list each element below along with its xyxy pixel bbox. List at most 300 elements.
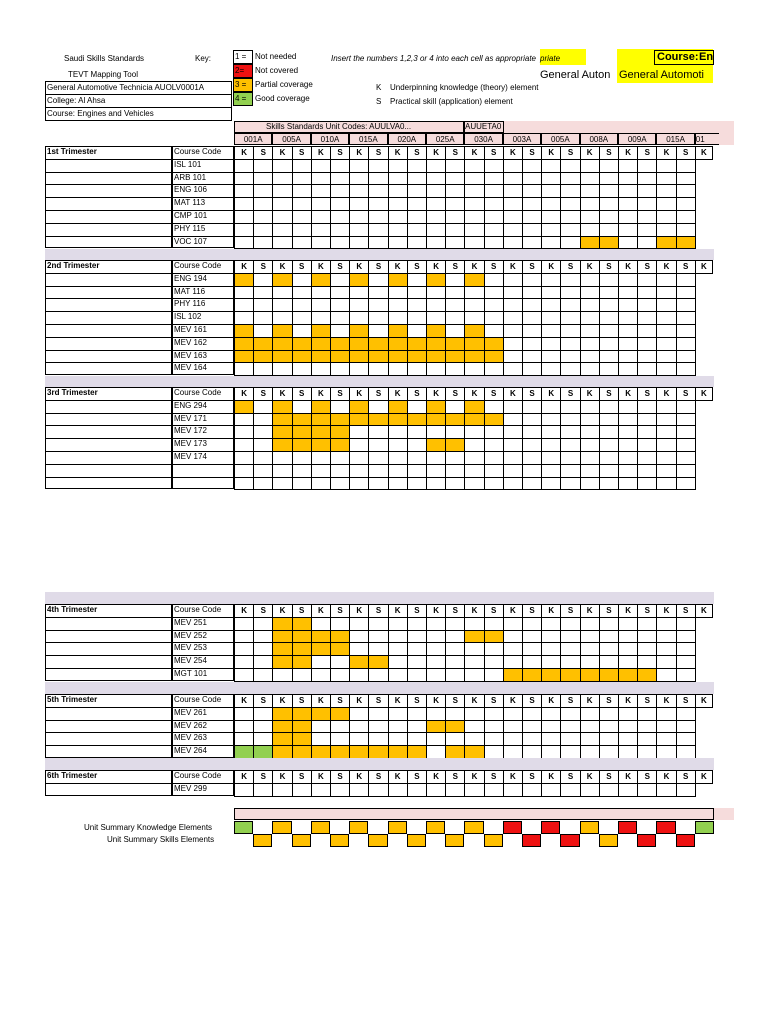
coverage-cell[interactable] — [368, 413, 388, 427]
coverage-cell[interactable] — [272, 350, 292, 364]
coverage-cell[interactable] — [253, 324, 273, 338]
coverage-cell[interactable] — [484, 337, 504, 351]
coverage-cell[interactable] — [426, 732, 446, 746]
coverage-cell[interactable] — [349, 400, 369, 414]
coverage-cell[interactable] — [560, 362, 580, 376]
coverage-cell[interactable] — [464, 273, 484, 287]
coverage-cell[interactable] — [560, 655, 580, 669]
coverage-cell[interactable] — [272, 286, 292, 300]
coverage-cell[interactable] — [253, 732, 273, 746]
coverage-cell[interactable] — [368, 159, 388, 173]
coverage-cell[interactable] — [253, 210, 273, 224]
coverage-cell[interactable] — [426, 400, 446, 414]
coverage-cell[interactable] — [637, 159, 657, 173]
coverage-cell[interactable] — [599, 311, 619, 325]
coverage-cell[interactable] — [388, 273, 408, 287]
coverage-cell[interactable] — [484, 720, 504, 734]
coverage-cell[interactable] — [330, 223, 350, 237]
coverage-cell[interactable] — [676, 311, 696, 325]
coverage-cell[interactable] — [368, 464, 388, 478]
coverage-cell[interactable] — [484, 732, 504, 746]
coverage-cell[interactable] — [560, 298, 580, 312]
coverage-cell[interactable] — [253, 413, 273, 427]
coverage-cell[interactable] — [407, 311, 427, 325]
coverage-cell[interactable] — [349, 350, 369, 364]
coverage-cell[interactable] — [388, 720, 408, 734]
coverage-cell[interactable] — [656, 630, 676, 644]
coverage-cell[interactable] — [522, 438, 542, 452]
coverage-cell[interactable] — [464, 159, 484, 173]
coverage-cell[interactable] — [656, 298, 676, 312]
coverage-cell[interactable] — [637, 425, 657, 439]
coverage-cell[interactable] — [503, 159, 523, 173]
coverage-cell[interactable] — [676, 745, 696, 759]
coverage-cell[interactable] — [234, 236, 254, 250]
coverage-cell[interactable] — [368, 362, 388, 376]
coverage-cell[interactable] — [253, 655, 273, 669]
coverage-cell[interactable] — [445, 337, 465, 351]
coverage-cell[interactable] — [272, 655, 292, 669]
coverage-cell[interactable] — [560, 732, 580, 746]
coverage-cell[interactable] — [311, 337, 331, 351]
coverage-cell[interactable] — [388, 617, 408, 631]
coverage-cell[interactable] — [541, 236, 561, 250]
coverage-cell[interactable] — [311, 311, 331, 325]
coverage-cell[interactable] — [618, 413, 638, 427]
coverage-cell[interactable] — [676, 400, 696, 414]
coverage-cell[interactable] — [292, 362, 312, 376]
coverage-cell[interactable] — [503, 425, 523, 439]
coverage-cell[interactable] — [292, 311, 312, 325]
coverage-cell[interactable] — [676, 783, 696, 797]
coverage-cell[interactable] — [292, 298, 312, 312]
coverage-cell[interactable] — [272, 362, 292, 376]
coverage-cell[interactable] — [349, 223, 369, 237]
coverage-cell[interactable] — [599, 184, 619, 198]
coverage-cell[interactable] — [311, 400, 331, 414]
coverage-cell[interactable] — [272, 707, 292, 721]
coverage-cell[interactable] — [580, 311, 600, 325]
coverage-cell[interactable] — [292, 783, 312, 797]
coverage-cell[interactable] — [368, 324, 388, 338]
coverage-cell[interactable] — [580, 630, 600, 644]
coverage-cell[interactable] — [560, 425, 580, 439]
coverage-cell[interactable] — [464, 783, 484, 797]
coverage-cell[interactable] — [541, 159, 561, 173]
coverage-cell[interactable] — [234, 298, 254, 312]
coverage-cell[interactable] — [445, 324, 465, 338]
coverage-cell[interactable] — [330, 425, 350, 439]
coverage-cell[interactable] — [426, 298, 446, 312]
coverage-cell[interactable] — [637, 298, 657, 312]
coverage-cell[interactable] — [445, 362, 465, 376]
coverage-cell[interactable] — [311, 783, 331, 797]
coverage-cell[interactable] — [388, 159, 408, 173]
coverage-cell[interactable] — [637, 236, 657, 250]
coverage-cell[interactable] — [292, 337, 312, 351]
coverage-cell[interactable] — [618, 451, 638, 465]
coverage-cell[interactable] — [484, 172, 504, 186]
coverage-cell[interactable] — [656, 184, 676, 198]
coverage-cell[interactable] — [676, 197, 696, 211]
coverage-cell[interactable] — [272, 783, 292, 797]
coverage-cell[interactable] — [368, 617, 388, 631]
coverage-cell[interactable] — [292, 745, 312, 759]
coverage-cell[interactable] — [330, 477, 350, 491]
coverage-cell[interactable] — [388, 732, 408, 746]
coverage-cell[interactable] — [541, 745, 561, 759]
coverage-cell[interactable] — [368, 298, 388, 312]
coverage-cell[interactable] — [637, 172, 657, 186]
coverage-cell[interactable] — [503, 707, 523, 721]
coverage-cell[interactable] — [541, 350, 561, 364]
coverage-cell[interactable] — [349, 732, 369, 746]
coverage-cell[interactable] — [618, 783, 638, 797]
coverage-cell[interactable] — [503, 197, 523, 211]
coverage-cell[interactable] — [522, 720, 542, 734]
coverage-cell[interactable] — [484, 223, 504, 237]
coverage-cell[interactable] — [580, 464, 600, 478]
coverage-cell[interactable] — [637, 350, 657, 364]
coverage-cell[interactable] — [484, 184, 504, 198]
coverage-cell[interactable] — [503, 477, 523, 491]
coverage-cell[interactable] — [503, 350, 523, 364]
coverage-cell[interactable] — [522, 668, 542, 682]
coverage-cell[interactable] — [599, 362, 619, 376]
coverage-cell[interactable] — [560, 477, 580, 491]
coverage-cell[interactable] — [656, 668, 676, 682]
coverage-cell[interactable] — [637, 732, 657, 746]
coverage-cell[interactable] — [560, 413, 580, 427]
coverage-cell[interactable] — [311, 630, 331, 644]
coverage-cell[interactable] — [580, 745, 600, 759]
coverage-cell[interactable] — [656, 464, 676, 478]
coverage-cell[interactable] — [560, 311, 580, 325]
coverage-cell[interactable] — [560, 451, 580, 465]
coverage-cell[interactable] — [368, 350, 388, 364]
coverage-cell[interactable] — [618, 311, 638, 325]
coverage-cell[interactable] — [503, 451, 523, 465]
coverage-cell[interactable] — [407, 413, 427, 427]
coverage-cell[interactable] — [311, 668, 331, 682]
coverage-cell[interactable] — [522, 159, 542, 173]
coverage-cell[interactable] — [599, 438, 619, 452]
coverage-cell[interactable] — [541, 451, 561, 465]
coverage-cell[interactable] — [503, 617, 523, 631]
coverage-cell[interactable] — [234, 783, 254, 797]
coverage-cell[interactable] — [656, 720, 676, 734]
coverage-cell[interactable] — [637, 337, 657, 351]
coverage-cell[interactable] — [464, 337, 484, 351]
coverage-cell[interactable] — [311, 732, 331, 746]
coverage-cell[interactable] — [580, 350, 600, 364]
coverage-cell[interactable] — [637, 400, 657, 414]
coverage-cell[interactable] — [503, 324, 523, 338]
coverage-cell[interactable] — [292, 707, 312, 721]
coverage-cell[interactable] — [388, 223, 408, 237]
coverage-cell[interactable] — [407, 732, 427, 746]
coverage-cell[interactable] — [599, 451, 619, 465]
coverage-cell[interactable] — [522, 617, 542, 631]
coverage-cell[interactable] — [368, 286, 388, 300]
coverage-cell[interactable] — [445, 350, 465, 364]
coverage-cell[interactable] — [368, 236, 388, 250]
coverage-cell[interactable] — [637, 642, 657, 656]
coverage-cell[interactable] — [272, 298, 292, 312]
coverage-cell[interactable] — [464, 413, 484, 427]
coverage-cell[interactable] — [464, 630, 484, 644]
coverage-cell[interactable] — [445, 197, 465, 211]
coverage-cell[interactable] — [541, 707, 561, 721]
coverage-cell[interactable] — [349, 451, 369, 465]
coverage-cell[interactable] — [292, 617, 312, 631]
coverage-cell[interactable] — [292, 350, 312, 364]
coverage-cell[interactable] — [484, 745, 504, 759]
coverage-cell[interactable] — [311, 184, 331, 198]
coverage-cell[interactable] — [560, 223, 580, 237]
coverage-cell[interactable] — [676, 350, 696, 364]
coverage-cell[interactable] — [234, 273, 254, 287]
coverage-cell[interactable] — [580, 210, 600, 224]
coverage-cell[interactable] — [580, 159, 600, 173]
coverage-cell[interactable] — [234, 210, 254, 224]
coverage-cell[interactable] — [311, 210, 331, 224]
coverage-cell[interactable] — [637, 707, 657, 721]
coverage-cell[interactable] — [580, 337, 600, 351]
coverage-cell[interactable] — [484, 630, 504, 644]
coverage-cell[interactable] — [560, 236, 580, 250]
coverage-cell[interactable] — [445, 210, 465, 224]
coverage-cell[interactable] — [484, 617, 504, 631]
coverage-cell[interactable] — [522, 745, 542, 759]
coverage-cell[interactable] — [330, 337, 350, 351]
coverage-cell[interactable] — [368, 438, 388, 452]
coverage-cell[interactable] — [676, 159, 696, 173]
coverage-cell[interactable] — [541, 210, 561, 224]
coverage-cell[interactable] — [330, 642, 350, 656]
coverage-cell[interactable] — [637, 223, 657, 237]
coverage-cell[interactable] — [445, 400, 465, 414]
coverage-cell[interactable] — [464, 720, 484, 734]
coverage-cell[interactable] — [349, 413, 369, 427]
coverage-cell[interactable] — [522, 286, 542, 300]
coverage-cell[interactable] — [580, 298, 600, 312]
coverage-cell[interactable] — [560, 350, 580, 364]
coverage-cell[interactable] — [676, 413, 696, 427]
coverage-cell[interactable] — [272, 236, 292, 250]
coverage-cell[interactable] — [464, 655, 484, 669]
coverage-cell[interactable] — [618, 745, 638, 759]
coverage-cell[interactable] — [426, 311, 446, 325]
coverage-cell[interactable] — [349, 324, 369, 338]
coverage-cell[interactable] — [656, 337, 676, 351]
coverage-cell[interactable] — [388, 668, 408, 682]
coverage-cell[interactable] — [388, 438, 408, 452]
coverage-cell[interactable] — [234, 707, 254, 721]
coverage-cell[interactable] — [599, 337, 619, 351]
coverage-cell[interactable] — [253, 438, 273, 452]
coverage-cell[interactable] — [330, 451, 350, 465]
coverage-cell[interactable] — [560, 324, 580, 338]
coverage-cell[interactable] — [234, 350, 254, 364]
coverage-cell[interactable] — [253, 159, 273, 173]
coverage-cell[interactable] — [503, 732, 523, 746]
coverage-cell[interactable] — [426, 617, 446, 631]
coverage-cell[interactable] — [330, 745, 350, 759]
coverage-cell[interactable] — [330, 362, 350, 376]
coverage-cell[interactable] — [368, 400, 388, 414]
coverage-cell[interactable] — [541, 732, 561, 746]
coverage-cell[interactable] — [676, 668, 696, 682]
coverage-cell[interactable] — [368, 210, 388, 224]
coverage-cell[interactable] — [445, 298, 465, 312]
coverage-cell[interactable] — [272, 172, 292, 186]
coverage-cell[interactable] — [637, 720, 657, 734]
coverage-cell[interactable] — [560, 630, 580, 644]
coverage-cell[interactable] — [484, 707, 504, 721]
coverage-cell[interactable] — [368, 783, 388, 797]
coverage-cell[interactable] — [388, 184, 408, 198]
coverage-cell[interactable] — [541, 337, 561, 351]
coverage-cell[interactable] — [618, 197, 638, 211]
coverage-cell[interactable] — [253, 642, 273, 656]
coverage-cell[interactable] — [253, 707, 273, 721]
coverage-cell[interactable] — [580, 655, 600, 669]
coverage-cell[interactable] — [330, 707, 350, 721]
coverage-cell[interactable] — [656, 745, 676, 759]
coverage-cell[interactable] — [580, 223, 600, 237]
coverage-cell[interactable] — [522, 732, 542, 746]
coverage-cell[interactable] — [580, 184, 600, 198]
coverage-cell[interactable] — [253, 400, 273, 414]
coverage-cell[interactable] — [618, 350, 638, 364]
coverage-cell[interactable] — [426, 210, 446, 224]
coverage-cell[interactable] — [311, 464, 331, 478]
coverage-cell[interactable] — [407, 184, 427, 198]
coverage-cell[interactable] — [503, 668, 523, 682]
coverage-cell[interactable] — [580, 451, 600, 465]
coverage-cell[interactable] — [599, 668, 619, 682]
coverage-cell[interactable] — [234, 337, 254, 351]
coverage-cell[interactable] — [330, 273, 350, 287]
coverage-cell[interactable] — [292, 273, 312, 287]
coverage-cell[interactable] — [407, 464, 427, 478]
coverage-cell[interactable] — [330, 464, 350, 478]
coverage-cell[interactable] — [560, 668, 580, 682]
coverage-cell[interactable] — [618, 720, 638, 734]
coverage-cell[interactable] — [560, 337, 580, 351]
coverage-cell[interactable] — [484, 159, 504, 173]
coverage-cell[interactable] — [522, 413, 542, 427]
coverage-cell[interactable] — [272, 668, 292, 682]
coverage-cell[interactable] — [484, 413, 504, 427]
coverage-cell[interactable] — [464, 477, 484, 491]
coverage-cell[interactable] — [234, 413, 254, 427]
coverage-cell[interactable] — [407, 236, 427, 250]
coverage-cell[interactable] — [522, 350, 542, 364]
coverage-cell[interactable] — [311, 617, 331, 631]
coverage-cell[interactable] — [464, 324, 484, 338]
coverage-cell[interactable] — [656, 236, 676, 250]
coverage-cell[interactable] — [426, 707, 446, 721]
coverage-cell[interactable] — [637, 184, 657, 198]
coverage-cell[interactable] — [426, 337, 446, 351]
coverage-cell[interactable] — [618, 732, 638, 746]
coverage-cell[interactable] — [388, 210, 408, 224]
coverage-cell[interactable] — [484, 451, 504, 465]
coverage-cell[interactable] — [618, 337, 638, 351]
coverage-cell[interactable] — [503, 400, 523, 414]
coverage-cell[interactable] — [426, 451, 446, 465]
coverage-cell[interactable] — [349, 286, 369, 300]
coverage-cell[interactable] — [407, 273, 427, 287]
coverage-cell[interactable] — [484, 668, 504, 682]
coverage-cell[interactable] — [676, 273, 696, 287]
coverage-cell[interactable] — [676, 464, 696, 478]
coverage-cell[interactable] — [541, 425, 561, 439]
coverage-cell[interactable] — [656, 223, 676, 237]
coverage-cell[interactable] — [464, 236, 484, 250]
coverage-cell[interactable] — [330, 184, 350, 198]
coverage-cell[interactable] — [426, 159, 446, 173]
coverage-cell[interactable] — [426, 172, 446, 186]
coverage-cell[interactable] — [234, 223, 254, 237]
coverage-cell[interactable] — [234, 311, 254, 325]
coverage-cell[interactable] — [311, 720, 331, 734]
coverage-cell[interactable] — [464, 210, 484, 224]
coverage-cell[interactable] — [656, 477, 676, 491]
coverage-cell[interactable] — [522, 210, 542, 224]
coverage-cell[interactable] — [426, 783, 446, 797]
coverage-cell[interactable] — [311, 197, 331, 211]
coverage-cell[interactable] — [522, 400, 542, 414]
coverage-cell[interactable] — [349, 707, 369, 721]
coverage-cell[interactable] — [349, 184, 369, 198]
coverage-cell[interactable] — [330, 210, 350, 224]
coverage-cell[interactable] — [234, 745, 254, 759]
coverage-cell[interactable] — [253, 286, 273, 300]
coverage-cell[interactable] — [656, 783, 676, 797]
coverage-cell[interactable] — [349, 745, 369, 759]
coverage-cell[interactable] — [234, 464, 254, 478]
coverage-cell[interactable] — [234, 732, 254, 746]
coverage-cell[interactable] — [618, 617, 638, 631]
coverage-cell[interactable] — [445, 464, 465, 478]
coverage-cell[interactable] — [388, 400, 408, 414]
coverage-cell[interactable] — [407, 630, 427, 644]
coverage-cell[interactable] — [426, 438, 446, 452]
coverage-cell[interactable] — [599, 464, 619, 478]
coverage-cell[interactable] — [272, 732, 292, 746]
coverage-cell[interactable] — [560, 783, 580, 797]
coverage-cell[interactable] — [541, 311, 561, 325]
coverage-cell[interactable] — [253, 425, 273, 439]
coverage-cell[interactable] — [407, 477, 427, 491]
coverage-cell[interactable] — [676, 298, 696, 312]
coverage-cell[interactable] — [676, 655, 696, 669]
coverage-cell[interactable] — [503, 337, 523, 351]
coverage-cell[interactable] — [272, 413, 292, 427]
coverage-cell[interactable] — [503, 210, 523, 224]
coverage-cell[interactable] — [656, 707, 676, 721]
coverage-cell[interactable] — [676, 172, 696, 186]
coverage-cell[interactable] — [618, 438, 638, 452]
coverage-cell[interactable] — [388, 324, 408, 338]
coverage-cell[interactable] — [503, 783, 523, 797]
coverage-cell[interactable] — [503, 184, 523, 198]
coverage-cell[interactable] — [541, 184, 561, 198]
coverage-cell[interactable] — [599, 236, 619, 250]
